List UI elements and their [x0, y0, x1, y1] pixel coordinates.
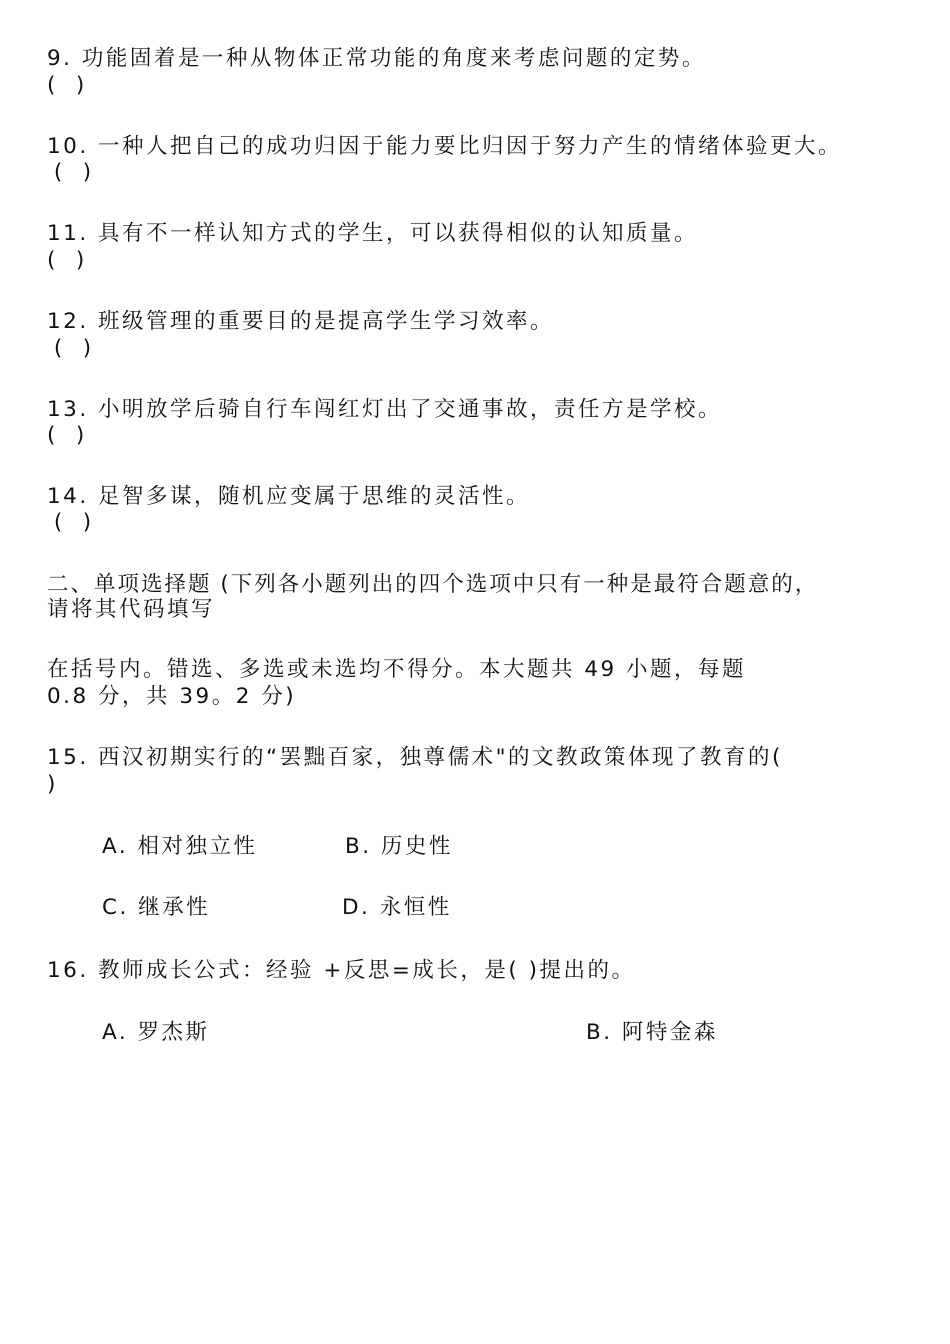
section-2-instructions: 在括号内。错选、多选或未选均不得分。本大题共 49 小题，每题 [47, 657, 747, 682]
question-11-answer-paren[interactable]: ( ) [47, 248, 85, 273]
question-15-text: 15. 西汉初期实行的“罢黜百家，独尊儒术"的文教政策体现了教育的( [47, 745, 783, 770]
question-12-text: 12. 班级管理的重要目的是提高学生学习效率。 [47, 309, 555, 334]
section-2-instructions-cont: 0.8 分，共 39。2 分) [47, 684, 297, 709]
question-15-option-b[interactable]: B. 历史性 [345, 834, 453, 859]
question-9-text: 9. 功能固着是一种从物体正常功能的角度来考虑问题的定势。 [47, 46, 706, 71]
question-15-option-c[interactable]: C. 继承性 [102, 895, 211, 920]
question-15-option-a[interactable]: A. 相对独立性 [102, 834, 258, 859]
question-15-option-d[interactable]: D. 永恒性 [342, 895, 452, 920]
question-13-text: 13. 小明放学后骑自行车闯红灯出了交通事故，责任方是学校。 [47, 397, 723, 422]
section-2-heading-cont: 请将其代码填写 [47, 597, 216, 622]
question-15-answer-paren[interactable]: ) [47, 772, 56, 797]
question-10-answer-paren[interactable]: ( ) [47, 160, 92, 185]
question-9-answer-paren[interactable]: ( ) [47, 73, 85, 98]
question-11-text: 11. 具有不一样认知方式的学生，可以获得相似的认知质量。 [47, 221, 699, 246]
question-14-text: 14. 足智多谋，随机应变属于思维的灵活性。 [47, 484, 531, 509]
question-16-option-a[interactable]: A. 罗杰斯 [102, 1020, 210, 1045]
question-12-answer-paren[interactable]: ( ) [47, 336, 92, 361]
question-13-answer-paren[interactable]: ( ) [47, 423, 85, 448]
section-2-heading: 二、单项选择题 (下列各小题列出的四个选项中只有一种是最符合题意的， [47, 572, 819, 597]
question-14-answer-paren[interactable]: ( ) [47, 510, 92, 535]
question-16-option-b[interactable]: B. 阿特金森 [586, 1020, 718, 1045]
question-16-text: 16. 教师成长公式：经验 +反思=成长，是( )提出的。 [47, 958, 636, 983]
question-10-text: 10. 一种人把自己的成功归因于能力要比归因于努力产生的情绪体验更大。 [47, 134, 843, 159]
